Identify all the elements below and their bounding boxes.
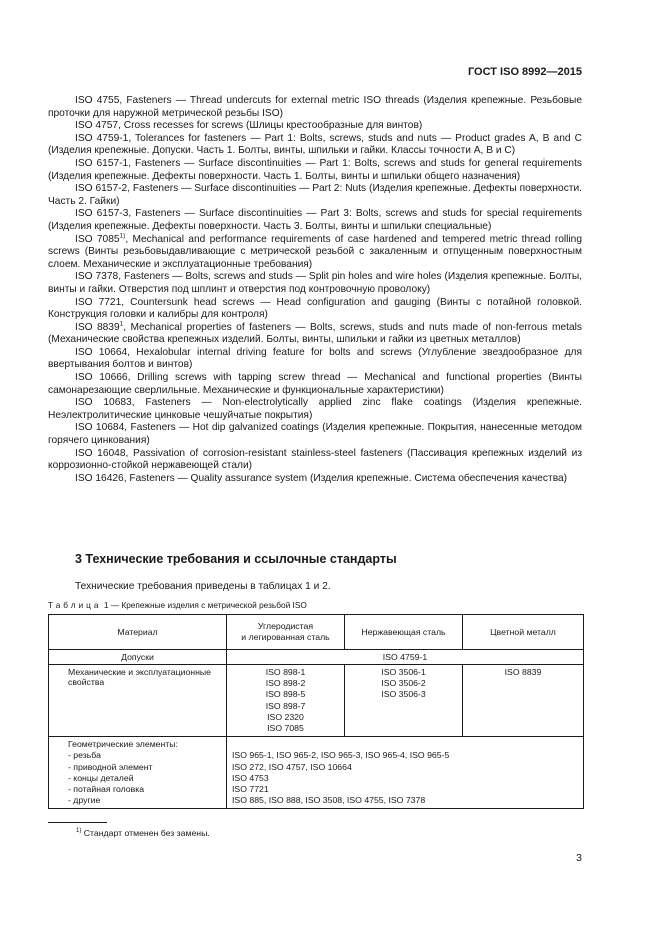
reference-text: , Mechanical properties of fasteners — Bolts, screws, studs and nuts made of non-ferrous metals (Механические свойства крепежных изделий. Болты, винты, шпильки и гайки из цветных металлов) [48, 321, 582, 346]
standard-ref: ISO 898-7 [265, 700, 306, 711]
reference-number: ISO 4755 [75, 95, 120, 106]
table-caption-label: Таблица [48, 600, 102, 610]
standard-ref: ISO 898-5 [265, 689, 306, 700]
section-heading: 3 Технические требования и ссылочные стандарты [75, 552, 397, 566]
reference-text: , Passivation of corrosion-resistant stainless-steel fasteners (Пассивация крепежных изделий из коррозионно-стойкой нержавеющей стали) [48, 447, 582, 472]
reference-number: ISO 7721 [75, 296, 122, 308]
table-row-geometry [49, 737, 584, 809]
reference-text: , Fasteners — Hot dip galvanized coatings (Изделия крепежные. Покрытия, нанесенные методом горячего цинкования) [48, 422, 582, 447]
table-row-tolerances [49, 650, 584, 665]
reference-text: , Fasteners — Non-electrolytically applied zinc flake coatings (Изделия крепежные. Неэлектролитические цинковые чешуйчатые покрытия) [48, 397, 582, 421]
geometry-value: ISO 965-1, ISO 965-2, ISO 965-3, ISO 965-4, ISO 965-5 [232, 750, 450, 761]
mechanical-nonferrous-cell [463, 665, 584, 737]
reference-text: , Cross recesses for screws (Шлицы крестообразные для винтов) [118, 120, 423, 132]
footnote-marker: 1) [76, 828, 82, 835]
reference-text: , Fasteners — Thread undercuts for external metric ISO threads (Изделия крепежные. Резьбовые проточки для наружной метрической резьбы ISO) [48, 95, 582, 119]
reference-item [48, 271, 582, 296]
header-carbon-steel [227, 615, 345, 650]
reference-number: ISO 16048 [75, 447, 126, 459]
table-header-row [49, 615, 584, 650]
footnote-mark: 1 [119, 320, 124, 328]
header-carbon-line-2: и легированная сталь [241, 632, 330, 642]
header-material: Материал [49, 615, 227, 650]
table-caption [48, 600, 307, 610]
reference-item [48, 347, 582, 372]
geometry-value: ISO 7721 [232, 784, 269, 795]
geometry-value: ISO 4753 [232, 772, 269, 783]
standard-ref: ISO 2320 [267, 711, 304, 722]
reference-item [48, 448, 582, 473]
reference-text: , Hexalobular internal driving feature for bolts and screws (Углубление звездообразное для ввертывания болтов и винтов) [48, 346, 582, 371]
reference-number: ISO 10666 [75, 372, 128, 384]
reference-number: ISO 6157-1 [75, 157, 129, 169]
reference-item [48, 397, 582, 422]
geometry-value: ISO 272, ISO 4757, ISO 10664 [232, 761, 352, 772]
reference-item [48, 473, 582, 486]
tolerances-label: Допуски [49, 650, 227, 665]
geometry-item: - концы деталей [68, 772, 134, 783]
standard-ref: ISO 7085 [267, 723, 304, 734]
reference-text: , Fasteners — Surface discontinuities — Part 1: Bolts, screws and studs for general requirements (Изделия крепежные. Дефекты поверхности. Часть 1. Болты, винты и шпильки общего назначения) [48, 157, 582, 182]
reference-text: , Fasteners — Surface discontinuities — Part 2: Nuts (Изделия крепежные. Дефекты поверхности. Часть 2. Гайки) [48, 183, 582, 207]
reference-text: , Mechanical and performance requirements of case hardened and tempered metric thread rolling screws (Винты резьбовыдавливающие с метрической резьбой с закаленным и отпущенным поверхностным слоем. Механические и эксплуатационные требования) [48, 233, 582, 270]
page-number: 3 [576, 852, 582, 864]
footnote-text: Стандарт отменен без замены. [81, 828, 210, 838]
reference-number: ISO 10684 [75, 422, 125, 434]
table-row-mechanical [49, 665, 584, 737]
reference-text: , Tolerances for fasteners — Part 1: Bolts, screws, studs and nuts — Product grades A, B and C (Изделия крепежные. Допуски. Часть 1. Болты, винты, шпильки и гайки. Классы точности A, B и C) [48, 132, 582, 157]
standard-ref: ISO 3506-2 [381, 678, 426, 689]
standard-ref: ISO 8839 [504, 667, 542, 677]
header-nonferrous-metal: Цветной металл [463, 615, 584, 650]
tolerances-value: ISO 4759-1 [227, 650, 584, 665]
normative-references [48, 95, 582, 485]
reference-number: ISO 8839 [75, 321, 120, 333]
geometry-label-cell [49, 737, 227, 809]
reference-item [48, 297, 582, 322]
reference-number: ISO 6157-3 [75, 208, 129, 220]
header-stainless-steel: Нержавеющая сталь [345, 615, 463, 650]
reference-item [48, 95, 582, 120]
reference-text: , Fasteners — Bolts, screws and studs — Split pin holes and wire holes (Изделия крепежные. Болты, винты и гайки. Отверстия под шплинт и отверстия под контровочную проволоку) [48, 271, 583, 295]
geometry-item: - другие [68, 795, 101, 806]
standard-ref: ISO 898-2 [265, 678, 306, 689]
footnote-divider [48, 822, 107, 823]
reference-number: ISO 4759-1 [75, 132, 129, 144]
reference-item [48, 208, 582, 233]
geometry-label: Геометрические элементы: [68, 739, 178, 750]
reference-text: , Fasteners — Quality assurance system (Изделия крепежные. Система обеспечения качества) [123, 472, 568, 484]
reference-item [48, 183, 582, 208]
standard-ref: ISO 3506-1 [381, 667, 426, 677]
geometry-values-cell [227, 737, 584, 809]
footnote [76, 828, 210, 838]
reference-number: ISO 10664 [75, 346, 128, 358]
mechanical-stainless-cell [345, 665, 463, 737]
reference-item [48, 422, 582, 447]
reference-text: , Fasteners — Surface discontinuities — Part 3: Bolts, screws and studs for special requirements (Изделия крепежные. Дефекты поверхности. Часть 3. Болты, винты и шпильки специальные) [48, 208, 583, 232]
mechanical-label: Механические и эксплуатационные свойства [49, 665, 227, 737]
standard-ref: ISO 3506-3 [381, 689, 426, 700]
reference-number: ISO 7378 [75, 271, 119, 283]
geometry-value: ISO 885, ISO 888, ISO 3508, ISO 4755, ISO 7378 [232, 795, 426, 806]
reference-number: ISO 16426 [75, 472, 124, 484]
reference-number: ISO 10683 [75, 397, 132, 409]
reference-number: ISO 4757 [75, 120, 119, 132]
geometry-item: - резьба [68, 750, 101, 761]
table-caption-text: 1 — Крепежные изделия с метрической резьбой ISO [101, 600, 307, 610]
section-intro: Технические требования приведены в таблицах 1 и 2. [75, 581, 331, 592]
reference-item [48, 234, 582, 272]
reference-item [48, 322, 582, 347]
reference-item [48, 372, 582, 397]
geometry-item: - потайная головка [68, 784, 145, 795]
mechanical-carbon-cell [227, 665, 345, 737]
reference-item [48, 158, 582, 183]
reference-text: , Drilling screws with tapping screw thread — Mechanical and functional properties (Винты самонарезающие сверлильные. Механические и функциональные характеристики) [48, 372, 582, 396]
reference-item [48, 133, 582, 158]
reference-item [48, 120, 582, 133]
reference-text: , Countersunk head screws — Head configuration and gauging (Винты с потайной головкой. Конструкция головки и калибры для контроля) [48, 296, 582, 321]
requirements-table [48, 614, 584, 809]
reference-number: ISO 6157-2 [75, 183, 128, 195]
standard-ref: ISO 898-1 [265, 667, 306, 677]
footnote-mark: 1) [119, 232, 126, 240]
geometry-item: - приводной элемент [68, 761, 153, 772]
header-carbon-line-1: Углеродистая [257, 620, 314, 631]
document-id: ГОСТ ISO 8992—2015 [467, 66, 582, 78]
reference-number: ISO 7085 [75, 233, 120, 245]
